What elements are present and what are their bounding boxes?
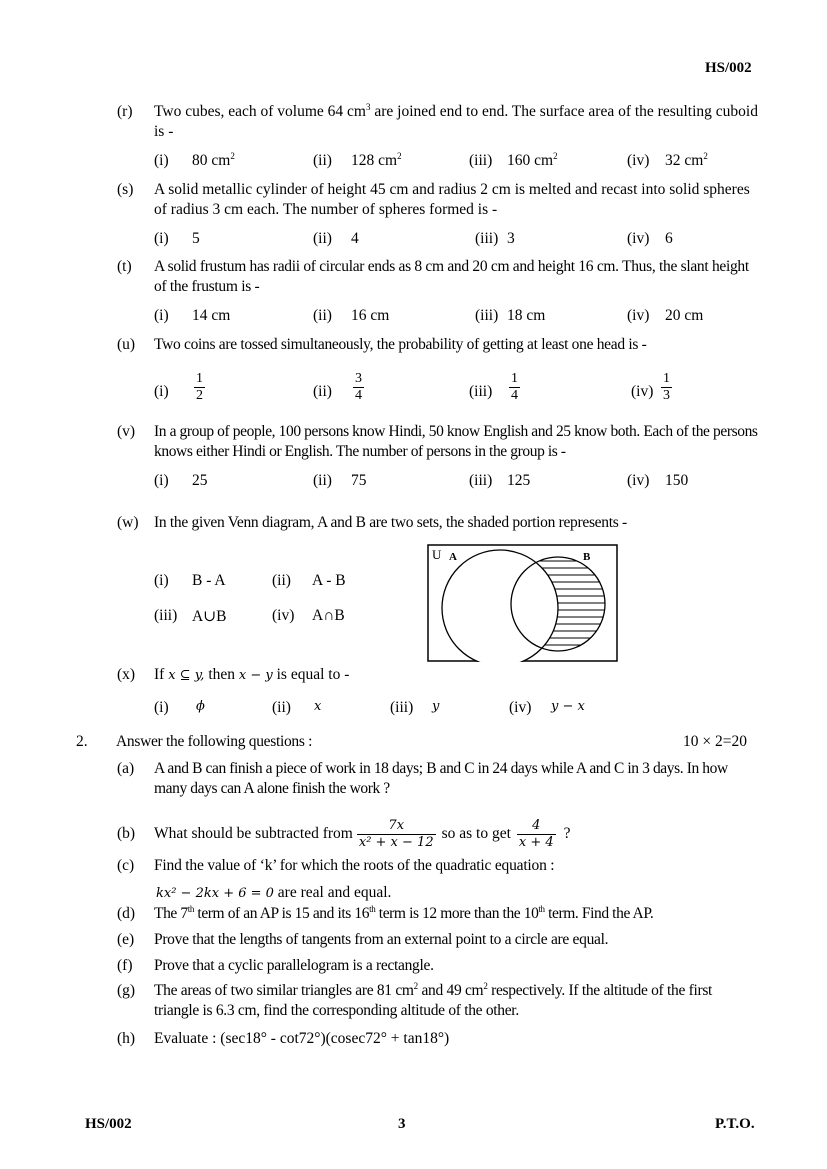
option-value: 80 cm [192,152,231,169]
question-text [154,981,758,1021]
option-number: (ii) [313,383,332,400]
math-expression: x ⊆ y, [168,668,205,683]
question-text [154,665,349,686]
fraction [509,371,520,404]
question-text-part: and 49 cm [417,982,484,999]
fraction-numerator: 1 [196,371,203,386]
option-number: (iv) [509,699,532,716]
question-label: (s) [117,181,134,198]
question-label: (e) [117,931,135,948]
fraction [194,371,205,404]
option-v-iv [627,472,689,490]
equation-line [156,883,391,904]
question-label: (x) [117,666,136,683]
question-label: (h) [117,1030,136,1047]
fraction-denominator: 4 [511,388,518,403]
question-text-part: is equal to - [272,666,350,683]
option-value: 20 cm [665,307,704,324]
option-v-iii [469,472,531,490]
venn-label-u: U [432,547,442,562]
option-r-iv [627,150,708,170]
option-r-i [154,150,235,170]
option-value: 128 cm [351,152,398,169]
option-value: 25 [192,472,208,489]
question-text-part: If [154,666,169,683]
fraction-numerator: 3 [355,371,362,386]
question-label: (a) [117,760,135,777]
option-number: (iv) [627,472,650,489]
section-marks: 10 × 2=20 [683,733,747,750]
option-s-iv [627,230,673,248]
option-number: (iii) [469,383,493,400]
question-text: A and B can finish a piece of work in 18 days; B and C in 24 days while A and C in 3 days. In how many days can A alone finish the work ? [154,760,728,797]
option-value: A∩B [312,607,345,624]
option-number: (ii) [313,307,332,324]
math-expression: x − y [238,668,273,683]
question-label: (w) [117,514,139,531]
question-text-part: are joined end to end. The surface area of the resulting cuboid is - [154,103,758,140]
question-label: (v) [117,423,136,440]
option-number: (iv) [627,152,650,169]
question-label: (c) [117,857,135,874]
fraction-numerator: 1 [663,371,670,386]
option-number: (i) [154,699,169,716]
option-number: (ii) [272,572,291,589]
option-r-ii [313,150,402,170]
question-text: Find the value of ‘k’ for which the roots of the quadratic equation : [154,857,555,874]
option-w-iii [154,607,227,625]
option-number: (i) [154,572,169,589]
fraction [661,371,672,404]
superscript: th [187,903,194,914]
question-text-part: ? [563,825,571,842]
question-text: A solid frustum has radii of circular ends as 8 cm and 20 cm and height 16 cm. Thus, the slant height of the frustum is - [154,258,749,295]
superscript: 2 [553,150,558,161]
option-number: (ii) [313,230,332,247]
option-t-ii [313,307,390,325]
option-t-iv [627,307,704,325]
question-text-part: so as to get [441,825,511,842]
option-value: 16 cm [351,307,390,324]
question-label: (f) [117,957,133,974]
option-value: 3 [507,230,515,247]
option-number: (iv) [272,607,295,624]
fraction [517,818,556,851]
option-s-ii [313,230,359,248]
option-number: (iii) [469,152,493,169]
question-label: (d) [117,905,136,922]
question-text-part: term. Find the AP. [544,905,654,922]
superscript: 2 [413,980,418,991]
option-number: (iv) [627,230,650,247]
option-number: (iii) [154,607,178,624]
option-v-ii [313,472,367,490]
option-value: A∪B [192,608,227,625]
option-value: 6 [665,230,673,247]
question-text: In the given Venn diagram, A and B are two sets, the shaded portion represents - [154,514,627,531]
option-value: 18 cm [507,307,546,324]
superscript: th [538,903,545,914]
option-value: x [314,699,322,714]
option-value: B - A [192,572,226,589]
section-title: Answer the following questions : [116,733,313,750]
option-value: 160 cm [507,152,554,169]
question-text-part: then [204,666,239,683]
venn-label-a: A [449,551,457,563]
question-text-part: respectively. If the altitude of the first triangle is 6.3 cm, find the corresponding altitude of the other. [154,982,713,1019]
option-number: (iii) [475,230,499,247]
option-number: (ii) [272,699,291,716]
superscript: 2 [397,150,402,161]
section-number: 2. [76,733,88,750]
option-w-ii [272,572,346,590]
option-value: y − x [551,699,585,714]
question-text: Prove that a cyclic parallelogram is a rectangle. [154,957,434,974]
fraction-denominator: 4 [355,388,362,403]
superscript: 3 [365,101,371,112]
fraction-denominator: x² + x − 12 [358,834,434,850]
question-label: (g) [117,982,136,999]
question-label: (t) [117,258,132,275]
option-value: A - B [312,572,346,589]
question-text: Two coins are tossed simultaneously, the probability of getting at least one head is - [154,336,647,353]
math-expression: kx² − 2kx + 6 = 0 [156,886,274,901]
question-text-part: term of an AP is 15 and its 16 [193,905,370,922]
option-number: (i) [154,383,169,400]
fraction [357,818,436,851]
option-s-iii [475,230,515,248]
question-label: (u) [117,336,136,353]
option-w-iv [272,607,345,625]
fraction-numerator: 7x [388,817,405,833]
option-number: (ii) [313,152,332,169]
question-label: (r) [117,103,133,120]
option-value: 150 [665,472,689,489]
question-text-part: are real and equal. [273,884,392,901]
option-number: (i) [154,152,169,169]
option-x-ii [272,699,322,717]
venn-diagram [427,544,618,662]
fraction-numerator: 1 [511,371,518,386]
option-number: (ii) [313,472,332,489]
option-x-iv [509,699,585,717]
option-number: (iii) [469,472,493,489]
superscript: 2 [230,150,235,161]
header-code: HS/002 [705,60,752,76]
superscript: 2 [703,150,708,161]
option-value: 5 [192,230,200,247]
question-text [154,812,571,856]
option-r-iii [469,150,558,170]
question-text: In a group of people, 100 persons know Hindi, 50 know English and 25 know both. Each of the persons knows either Hindi or English. The number of persons in the group is - [154,423,758,460]
option-number: (iii) [475,307,499,324]
option-value: 14 cm [192,307,231,324]
option-number: (i) [154,472,169,489]
question-text-part: The 7 [154,905,188,922]
fraction-numerator: 4 [532,817,541,833]
fraction [353,371,364,404]
page-number: 3 [398,1116,406,1132]
fraction-denominator: x + 4 [518,834,554,850]
footer-pto: P.T.O. [715,1116,755,1132]
question-text: Prove that the lengths of tangents from an external point to a circle are equal. [154,931,609,948]
option-w-i [154,572,226,590]
option-value: 75 [351,472,367,489]
question-text-part: What should be subtracted from [154,825,353,842]
footer-code: HS/002 [85,1116,132,1132]
venn-set-a [442,550,558,662]
option-x-i [154,699,205,717]
option-number: (iv) [631,383,654,400]
question-label: (b) [117,825,136,842]
superscript: 2 [483,980,488,991]
option-value: 32 cm [665,152,704,169]
fraction-denominator: 2 [196,388,203,403]
question-text-part: Two cubes, each of volume 64 cm [154,103,366,120]
question-text [154,904,653,924]
option-number: (i) [154,307,169,324]
question-text-part: term is 12 more than the 10 [375,905,539,922]
option-value: y [432,699,440,714]
superscript: th [369,903,376,914]
fraction-denominator: 3 [663,388,670,403]
question-text [154,102,758,142]
option-value: 125 [507,472,531,489]
option-s-i [154,230,200,248]
venn-label-b: B [583,551,591,563]
option-value: 4 [351,230,359,247]
option-value: ϕ [196,699,205,714]
option-number: (iv) [627,307,650,324]
option-x-iii [390,699,440,717]
option-t-iii [475,307,546,325]
question-text-part: The areas of two similar triangles are 81 cm [154,982,414,999]
question-text: Evaluate : (sec18° - cot72°)(cosec72° + tan18°) [154,1030,450,1047]
question-text: A solid metallic cylinder of height 45 cm and radius 2 cm is melted and recast into solid spheres of radius 3 cm each. The number of spheres formed is - [154,181,750,218]
option-number: (iii) [390,699,414,716]
option-t-i [154,307,231,325]
option-v-i [154,472,208,490]
option-number: (i) [154,230,169,247]
